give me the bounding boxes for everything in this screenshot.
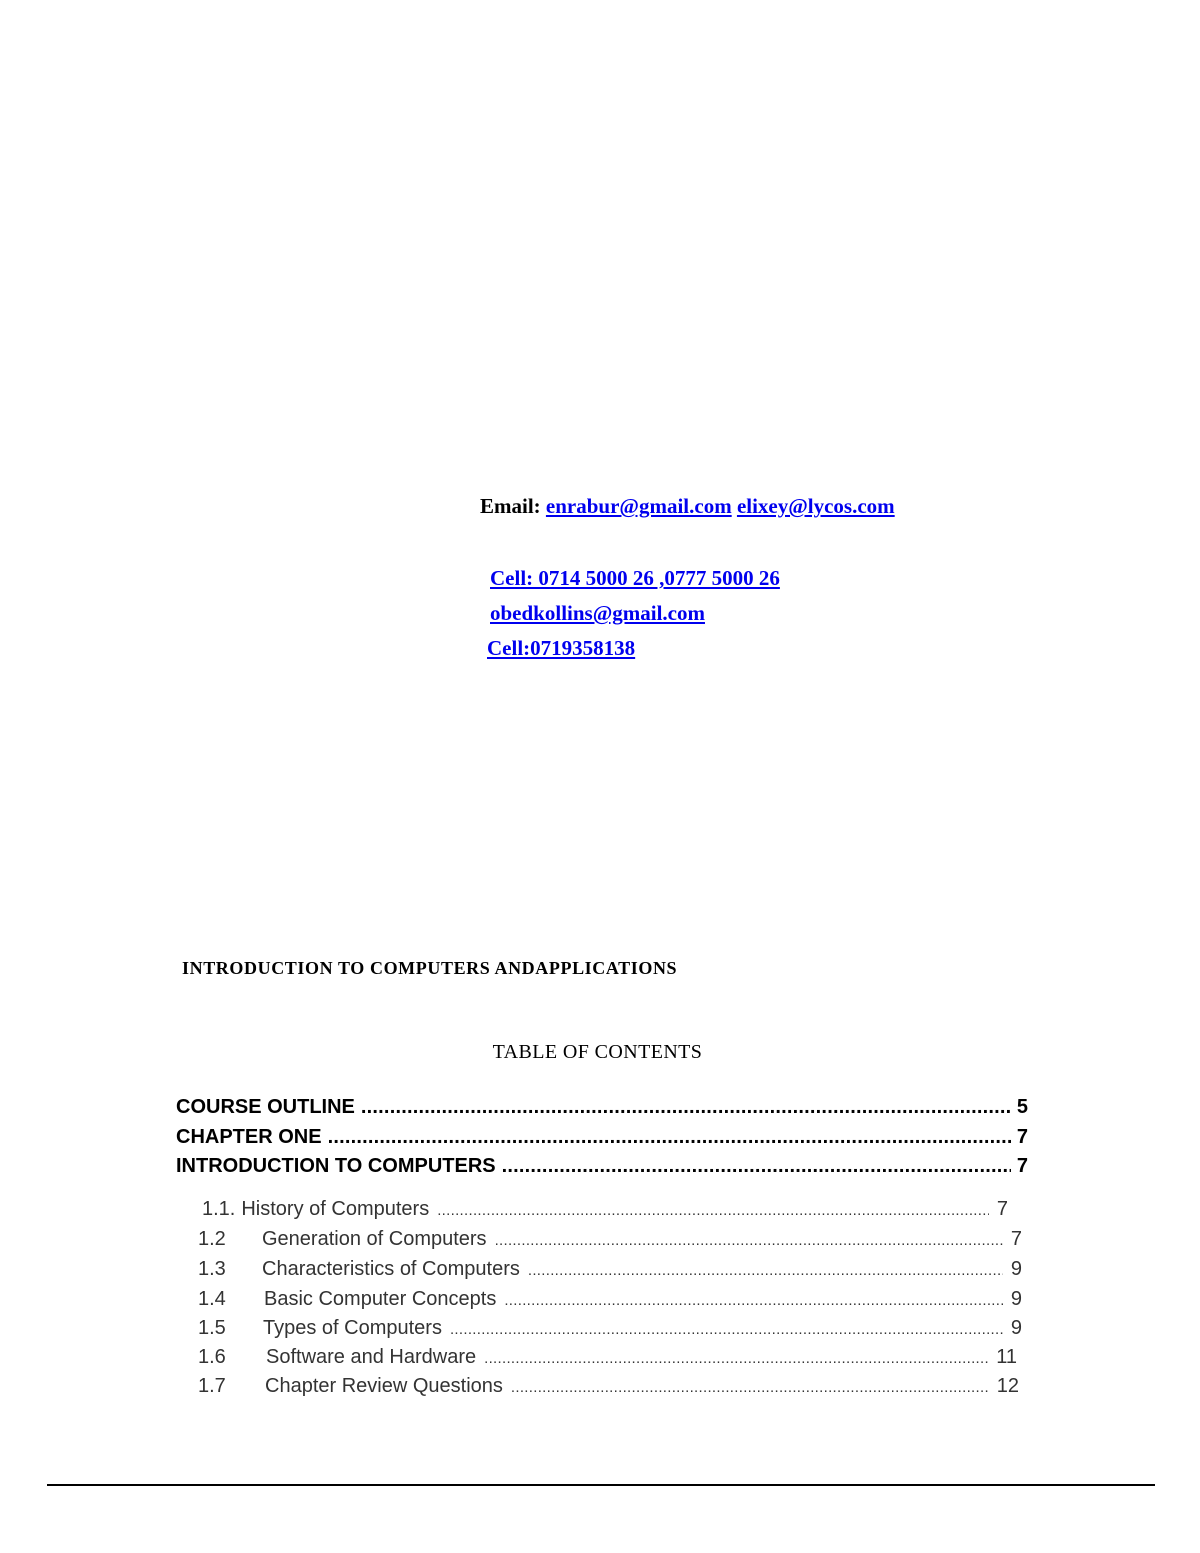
toc-subentry-number: 1.5 <box>198 1317 226 1339</box>
toc-entry-course-outline[interactable] <box>176 1096 1028 1124</box>
toc-subentry-page: 9 <box>1010 1317 1022 1339</box>
email-link-enrabur[interactable]: enrabur@gmail.com <box>545 494 732 518</box>
toc-leader-dots <box>504 1288 1003 1311</box>
toc-entry-label: CHAPTER ONE <box>176 1126 322 1148</box>
toc-subentry-page: 11 <box>996 1346 1017 1368</box>
toc-subentry-page: 7 <box>1010 1228 1022 1250</box>
toc-subentry-label: Generation of Computers <box>262 1228 487 1250</box>
toc-entry-label: INTRODUCTION TO COMPUTERS <box>176 1155 496 1177</box>
toc-entry-page: 7 <box>1016 1155 1028 1177</box>
toc-entry-page: 7 <box>1016 1126 1028 1148</box>
email-link-elixey[interactable]: elixey@lycos.com <box>736 494 895 518</box>
toc-subentry-number: 1.6 <box>198 1346 226 1368</box>
toc-leader-dots <box>328 1126 1011 1149</box>
toc-leader-dots <box>450 1317 1003 1340</box>
toc-subentry-1-7[interactable] <box>198 1375 1019 1403</box>
toc-subentry-1-4[interactable] <box>198 1288 1022 1316</box>
toc-entry-chapter-one[interactable] <box>176 1126 1028 1154</box>
footer-divider <box>47 1484 1155 1486</box>
toc-subentry-label: Characteristics of Computers <box>262 1258 520 1280</box>
toc-entry-label: COURSE OUTLINE <box>176 1096 355 1118</box>
toc-subentry-number: 1.2 <box>198 1228 226 1250</box>
toc-subentry-label: Software and Hardware <box>266 1346 477 1368</box>
email-label: Email: <box>480 494 541 518</box>
toc-subentry-label: Chapter Review Questions <box>265 1375 503 1397</box>
toc-subentry-page: 7 <box>996 1198 1008 1220</box>
cell-link-primary[interactable]: Cell: 0714 5000 26 ,0777 5000 26 <box>490 566 780 590</box>
toc-entry-introduction[interactable] <box>176 1155 1028 1183</box>
toc-leader-dots <box>484 1346 988 1369</box>
toc-subentry-page: 9 <box>1010 1288 1022 1310</box>
email-line <box>480 494 895 519</box>
toc-leader-dots <box>495 1228 1003 1251</box>
email-link-obedkollins[interactable]: obedkollins@gmail.com <box>490 601 705 625</box>
toc-heading: TABLE OF CONTENTS <box>492 1041 703 1063</box>
toc-leader-dots <box>437 1198 989 1221</box>
toc-subentry-1-6[interactable] <box>198 1346 1017 1374</box>
toc-subentry-page: 9 <box>1010 1258 1022 1280</box>
toc-subentry-1-2[interactable] <box>198 1228 1022 1256</box>
toc-subentry-number: 1.4 <box>198 1288 226 1310</box>
toc-leader-dots <box>528 1258 1003 1281</box>
toc-subentry-number: 1.3 <box>198 1258 226 1280</box>
toc-leader-dots <box>502 1155 1011 1178</box>
toc-entry-page: 5 <box>1016 1096 1028 1118</box>
toc-leader-dots <box>511 1375 989 1398</box>
toc-subentry-1-1[interactable] <box>202 1198 1008 1226</box>
toc-subentry-label: Basic Computer Concepts <box>264 1288 497 1310</box>
toc-subentry-label: Types of Computers <box>263 1317 442 1339</box>
toc-subentry-label: History of Computers <box>241 1198 430 1220</box>
toc-subentry-1-3[interactable] <box>198 1258 1022 1286</box>
toc-leader-dots <box>361 1096 1011 1119</box>
cell-link-secondary[interactable]: Cell:0719358138 <box>487 636 636 660</box>
toc-subentry-1-5[interactable] <box>198 1317 1022 1345</box>
document-title: INTRODUCTION TO COMPUTERS ANDAPPLICATIONS <box>182 958 678 978</box>
toc-subentry-page: 12 <box>996 1375 1019 1397</box>
toc-subentry-number: 1.7 <box>198 1375 226 1397</box>
toc-subentry-number: 1.1. <box>202 1198 236 1220</box>
